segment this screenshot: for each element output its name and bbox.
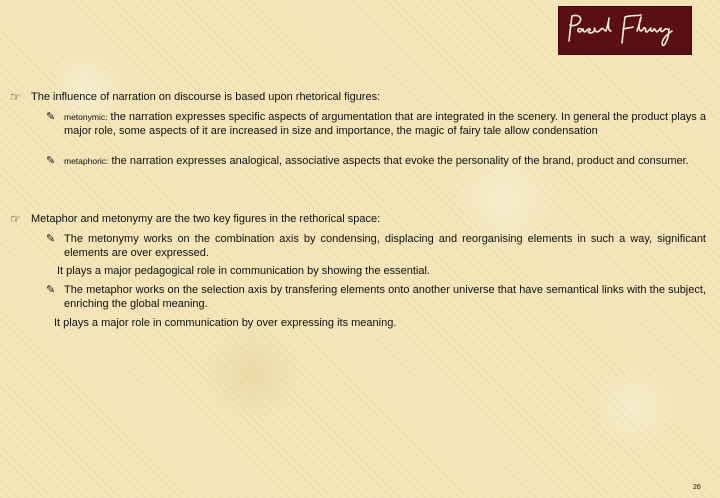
signature-graphic (559, 7, 691, 54)
pointing-hand-icon: ☞ (10, 90, 21, 104)
bullet-metaphor (46, 283, 706, 311)
bullet-metonymy (46, 232, 706, 260)
bullet-metaphoric (46, 154, 706, 168)
pencil-icon: ✎ (46, 111, 56, 123)
pointing-hand-icon: ☞ (10, 212, 21, 226)
bullet-text: Metaphor and metonymy are the two key figures in the rethorical space: (31, 213, 381, 225)
bullet-text: The metaphor works on the selection axis by transfering elements onto another universe that have semantical links with the subject, enriching the global meaning. (64, 284, 706, 310)
page-number: 26 (693, 484, 701, 491)
bullet-metonymic (46, 110, 706, 138)
metaphor-role-note: It plays a major role in communication by over expressing its meaning. (54, 317, 397, 329)
pascal-fleury-signature-logo (558, 6, 692, 55)
pencil-icon: ✎ (46, 155, 56, 167)
bullet-text: The influence of narration on discourse is based upon rhetorical figures: (31, 91, 381, 103)
pencil-icon: ✎ (46, 284, 56, 296)
bullet-text: the narration expresses specific aspects of argumentation that are integrated in the scenery. In general the product plays a major role, some aspects of it are increased in size and importance, the magic of fairy tale allow condensation (64, 111, 706, 137)
bullet-text: the narration expresses analogical, associative aspects that evoke the personality of the brand, product and consumer. (111, 155, 689, 167)
bullet-tag: metaphoric: (64, 156, 109, 166)
bullet-text: The metonymy works on the combination axis by condensing, displacing and reorganising elements in such a way, significant elements are over expressed. (64, 233, 706, 259)
pencil-icon: ✎ (46, 233, 56, 245)
bullet-tag: metonymic: (64, 112, 108, 122)
metonymy-role-note: It plays a major pedagogical role in communication by showing the essential. (57, 265, 430, 277)
